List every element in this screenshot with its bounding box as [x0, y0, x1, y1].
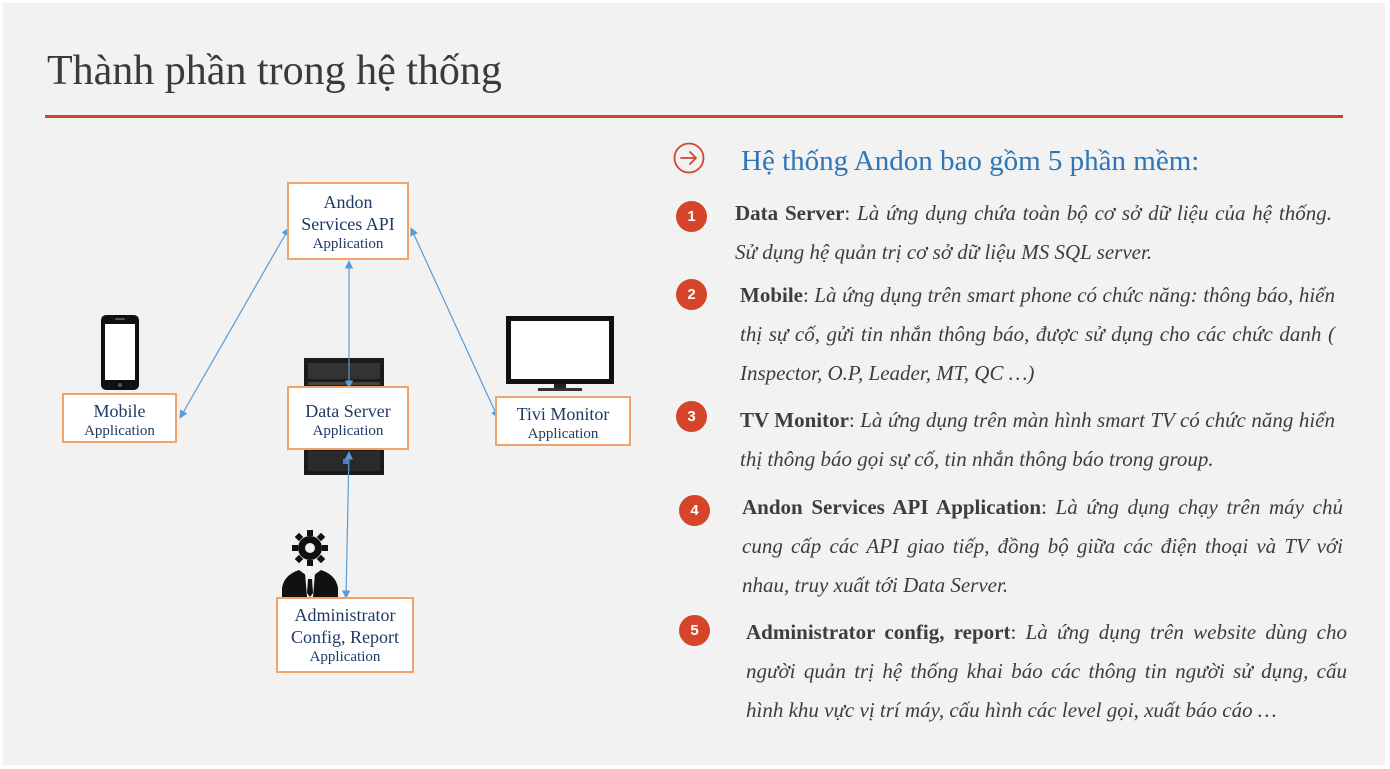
item-number-badge: 2: [676, 279, 707, 310]
admin-name-line2: Config, Report: [291, 627, 399, 647]
mobile-sub: Application: [84, 423, 155, 439]
mobile-name: Mobile: [93, 401, 146, 421]
andon-api-box: [287, 182, 409, 260]
list-item: [742, 488, 1343, 605]
tv-monitor-icon: [506, 316, 614, 391]
item-number-badge: 4: [679, 495, 710, 526]
list-item: [740, 276, 1335, 393]
item-number-badge: 1: [676, 201, 707, 232]
slide-title: Thành phần trong hệ thống: [47, 48, 502, 94]
item-description: Là ứng dụng trên smart phone có chức năng: thông báo, hiển thị sự cố, gửi tin nhắn thông báo, được sử dụng cho các chức danh ( Inspector, O.P, Leader, MT, QC …): [740, 283, 1335, 385]
admin-box: [276, 597, 414, 673]
mobile-box: [62, 393, 177, 443]
item-separator: :: [844, 201, 851, 225]
admin-sub: Application: [309, 649, 381, 665]
item-title: Data Server: [735, 201, 845, 225]
admin-name-line1: Administrator: [294, 605, 396, 625]
list-item: [740, 401, 1335, 479]
item-title: Andon Services API Application: [742, 495, 1042, 519]
data-server-box: [287, 386, 409, 450]
smartphone-icon: [101, 315, 139, 390]
item-description: Là ứng dụng trên màn hình smart TV có chức năng hiển thị thông báo gọi sự cố, tin nhắn thông báo trong group.: [740, 408, 1335, 471]
api-sub: Application: [312, 236, 384, 252]
list-item: [746, 613, 1347, 730]
arrow-right-circle-icon: [673, 142, 705, 174]
item-title: Administrator config, report: [746, 620, 1011, 644]
item-separator: :: [848, 408, 855, 432]
arrow-mobile-api: [180, 228, 289, 418]
list-item: [735, 194, 1332, 272]
item-description: Là ứng dụng trên website dùng cho người quản trị hệ thống khai báo các thông tin người sử dụng, cấu hình khu vực vị trí máy, cấu hình các level gọi, xuất báo cáo …: [746, 620, 1347, 722]
item-title: TV Monitor: [740, 408, 849, 432]
arrow-api-tv: [411, 228, 498, 418]
tv-sub: Application: [527, 426, 599, 442]
slide: [3, 3, 1385, 765]
data-server-name: Data Server: [305, 401, 391, 421]
item-separator: :: [1041, 495, 1047, 519]
api-name-line1: Andon: [323, 192, 373, 212]
tv-box: [495, 396, 631, 446]
tv-name: Tivi Monitor: [516, 404, 610, 424]
item-description: Là ứng dụng chạy trên máy chủ cung cấp các API giao tiếp, đồng bộ giữa các điện thoại và TV với nhau, truy xuất tới Data Server.: [742, 495, 1343, 597]
admin-user-icon: [282, 530, 338, 601]
api-name-line2: Services API: [301, 214, 395, 234]
item-description: Là ứng dụng chứa toàn bộ cơ sở dữ liệu của hệ thống. Sử dụng hệ quản trị cơ sở dữ liệu MS SQL server.: [735, 201, 1332, 264]
item-separator: :: [1010, 620, 1017, 644]
item-title: Mobile: [740, 283, 803, 307]
item-separator: :: [803, 283, 809, 307]
item-number-badge: 3: [676, 401, 707, 432]
content-heading: Hệ thống Andon bao gồm 5 phần mềm:: [741, 145, 1200, 177]
item-number-badge: 5: [679, 615, 710, 646]
data-server-sub: Application: [312, 423, 384, 439]
